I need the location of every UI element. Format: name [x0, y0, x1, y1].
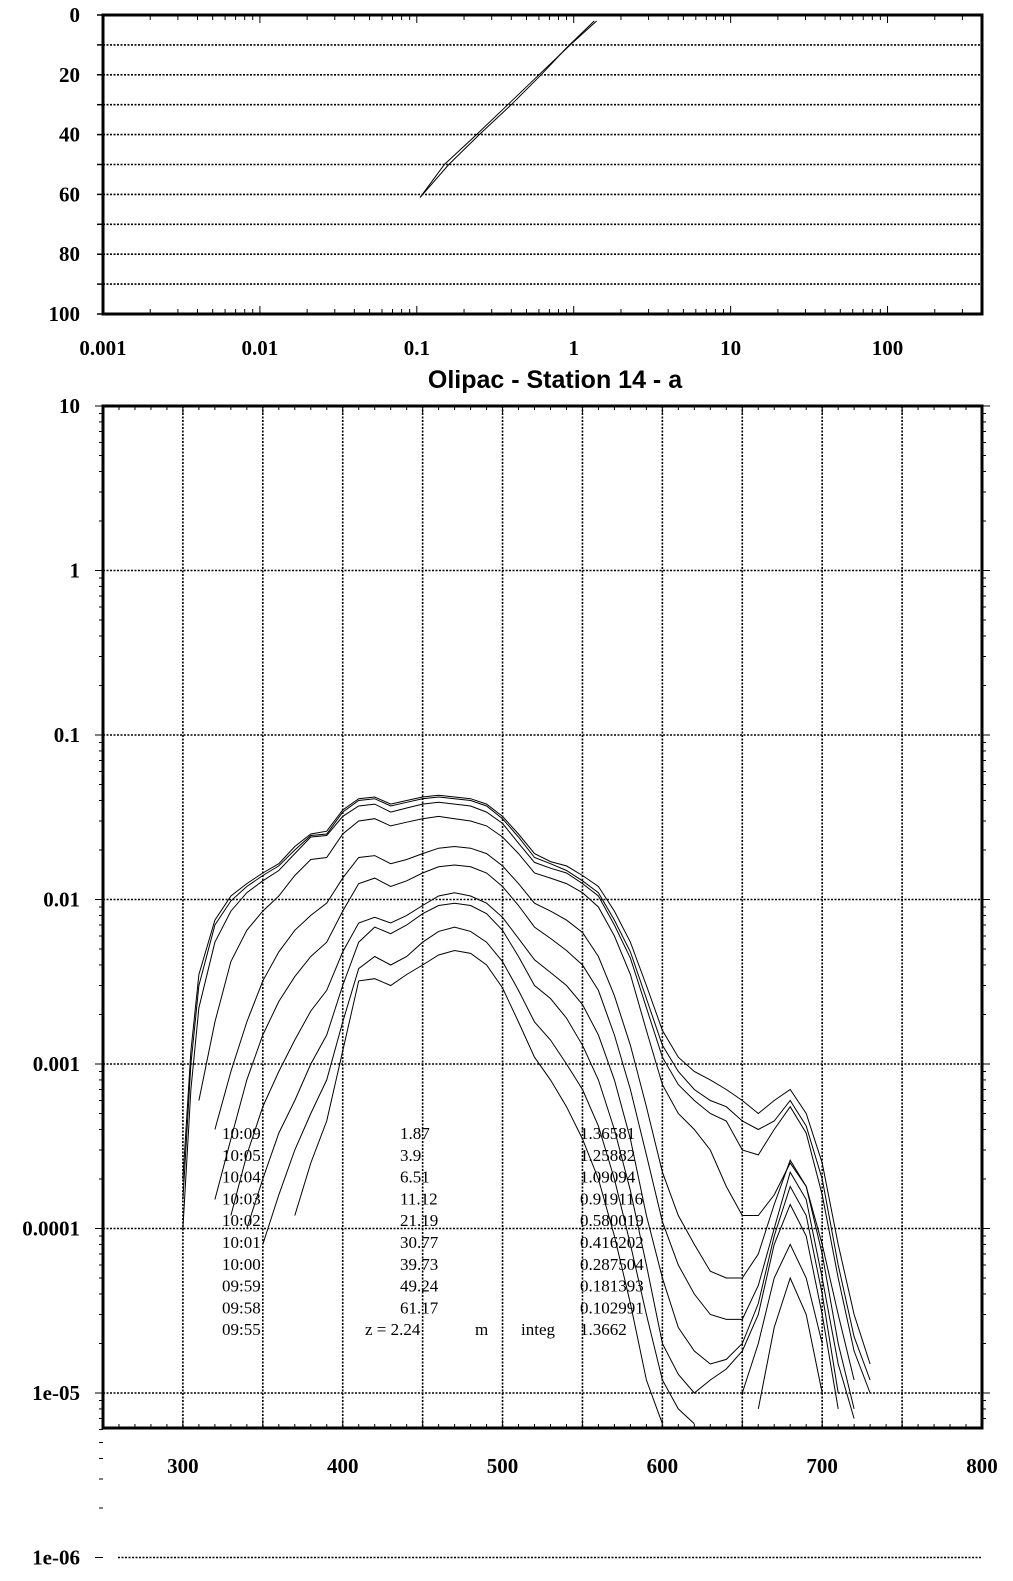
y-tick-label: 20: [59, 62, 80, 87]
spectrum-x-tick-labels: [167, 1454, 998, 1478]
annotation-value: 1.09094: [580, 1167, 636, 1187]
annotation-time: 10:00: [222, 1254, 261, 1274]
y-tick-label: 0.0001: [22, 1216, 80, 1241]
depth-y-tick-labels: [49, 3, 81, 326]
annotation-value: 0.580019: [580, 1211, 644, 1231]
annotation-z-label: z = 2.24: [365, 1320, 421, 1340]
annotation-time: 10:01: [222, 1233, 261, 1252]
annotation-value: 0.102991: [580, 1298, 644, 1318]
annotation-value: 1.36581: [580, 1124, 636, 1143]
annotation-time: 10:05: [222, 1145, 261, 1165]
x-tick-label: 1: [568, 336, 579, 360]
annotation-integ-value: 1.3662: [580, 1320, 627, 1340]
annotation-depth: 21.19: [400, 1211, 439, 1231]
depth-series-line-1: [420, 21, 596, 197]
y-tick-label: 0.001: [32, 1052, 80, 1076]
y-tick-label: 0: [69, 3, 80, 27]
spectrum-tick-marks: [95, 406, 990, 1558]
spectrum-series-line-3: [183, 802, 870, 1393]
annotation-time: 09:59: [222, 1276, 261, 1296]
spectrum-series-line-1: [183, 795, 870, 1364]
x-tick-label: 700: [806, 1454, 838, 1478]
x-tick-label: 0.01: [241, 336, 279, 360]
y-tick-label: 80: [59, 242, 80, 267]
annotation-value: 1.25882: [580, 1145, 636, 1165]
annotation-depth: 30.77: [400, 1233, 439, 1252]
depth-grid: [103, 45, 982, 284]
y-tick-label: 1e-06: [32, 1545, 80, 1570]
annotation-time: 10:02: [222, 1211, 261, 1231]
annotation-integ-label: integ: [521, 1320, 555, 1340]
annotation-depth: 39.73: [400, 1254, 439, 1274]
x-tick-label: 100: [871, 336, 904, 360]
annotation-depth: 1.87: [400, 1124, 430, 1143]
annotation-depth: 6.51: [400, 1167, 430, 1187]
spectrum-series-line-4: [199, 816, 854, 1380]
annotation-depth: 61.17: [400, 1298, 439, 1318]
annotation-time: 10:09: [222, 1124, 261, 1143]
annotation-depth: 3.9: [400, 1145, 422, 1165]
spectrum-series-line-10: [758, 1278, 822, 1409]
y-tick-label: 0.01: [43, 887, 80, 912]
annotation-value: 0.919116: [580, 1189, 644, 1209]
x-tick-label: 400: [326, 1454, 359, 1478]
x-tick-label: 600: [646, 1454, 679, 1478]
y-tick-label: 40: [59, 122, 80, 147]
annotation-time: 09:58: [222, 1298, 261, 1318]
depth-x-tick-labels: [79, 336, 903, 360]
annotation-time: 09:55: [222, 1320, 261, 1340]
y-tick-label: 1: [69, 558, 80, 583]
depth-profile-chart: [49, 3, 983, 360]
annotation-value: 0.181393: [580, 1276, 644, 1296]
spectrum-y-tick-labels: [22, 394, 80, 1570]
x-tick-label: 0.001: [79, 336, 127, 360]
annotation-depth: 49.24: [400, 1276, 439, 1296]
annotation-value: 0.416202: [580, 1233, 644, 1252]
spectrum-plot-frame: [103, 406, 982, 1428]
annotation-unit: m: [475, 1320, 489, 1340]
y-tick-label: 1e-05: [32, 1381, 80, 1405]
spectrum-chart: [22, 394, 998, 1570]
x-tick-label: 500: [486, 1454, 519, 1478]
spectrum-series-line-10: [295, 951, 663, 1424]
x-tick-label: 10: [720, 336, 742, 360]
station-annotations: [222, 1124, 644, 1339]
y-tick-label: 0.1: [53, 723, 80, 747]
x-tick-label: 0.1: [403, 336, 430, 360]
spectrum-series-line-2: [183, 797, 870, 1380]
annotation-time: 10:04: [222, 1167, 261, 1187]
y-tick-label: 60: [59, 182, 80, 207]
chart-title: Olipac - Station 14 - a: [427, 366, 683, 394]
y-tick-label: 10: [59, 394, 80, 418]
spectrum-series-line-7: [231, 893, 838, 1393]
spectrum-grid: [103, 406, 982, 1558]
annotation-time: 10:03: [222, 1189, 261, 1209]
y-tick-label: 100: [48, 302, 80, 326]
annotation-value: 0.287504: [580, 1254, 644, 1274]
x-tick-label: 800: [966, 1454, 998, 1478]
x-tick-label: 300: [167, 1454, 199, 1478]
annotation-depth: 11.12: [400, 1189, 438, 1209]
depth-series: [420, 21, 596, 197]
spectrum-series-line-9: [742, 1244, 822, 1393]
